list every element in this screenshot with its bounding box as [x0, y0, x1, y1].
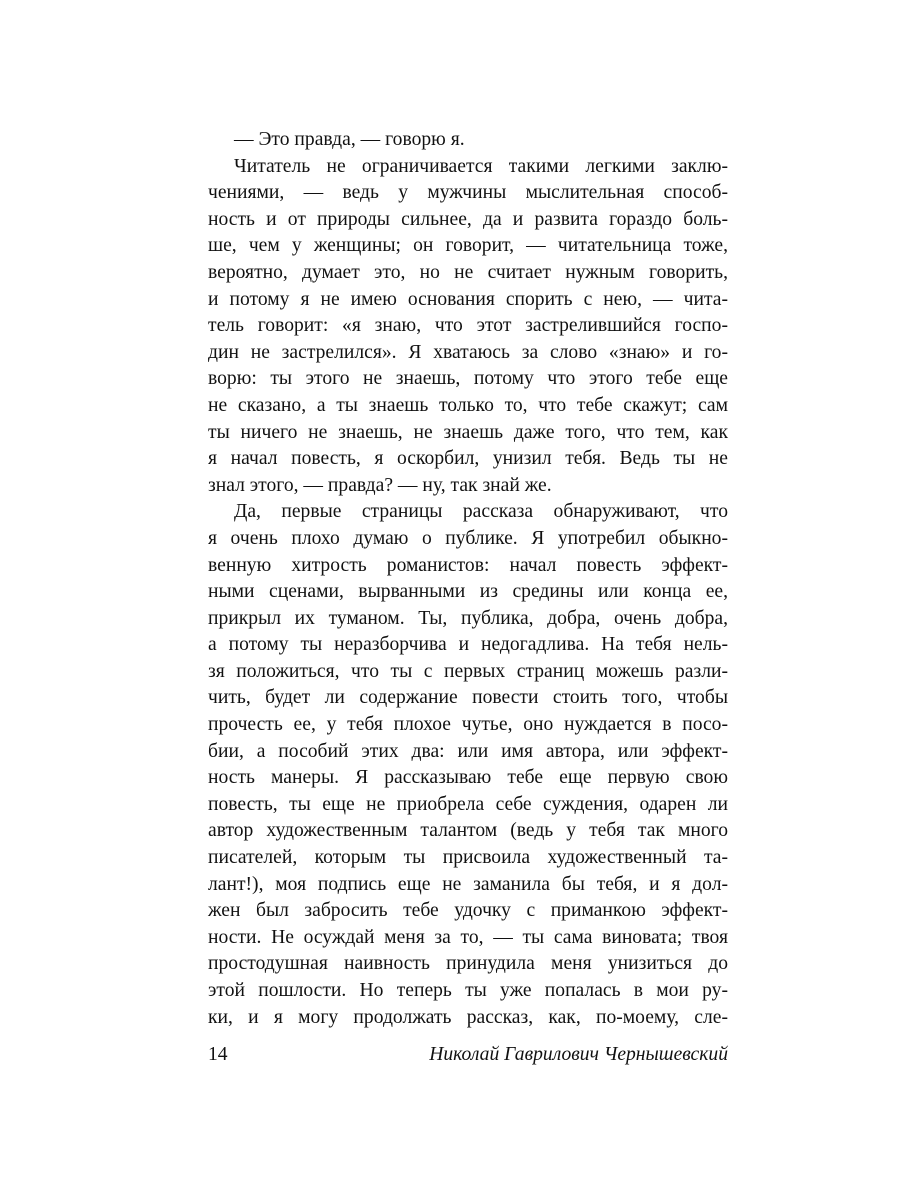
page-number: 14	[208, 1044, 228, 1065]
text-line: чениями, — ведь у мужчины мыслительная способ-	[208, 182, 728, 204]
text-line: ными сценами, вырванными из средины или конца ее,	[208, 581, 728, 603]
text-line: ность манеры. Я рассказываю тебе еще первую свою	[208, 767, 728, 789]
text-line: автор художественным талантом (ведь у тебя так много	[208, 820, 728, 842]
text-line: бии, а пособий этих два: или имя автора, или эффект-	[208, 740, 728, 762]
text-line: ты ничего не знаешь, не знаешь даже того, что тем, как	[208, 421, 728, 443]
text-line: — Это правда, — говорю я.	[234, 129, 465, 150]
text-line: ки, и я могу продолжать рассказ, как, по-моему, сле-	[208, 1006, 728, 1028]
text-line: чить, будет ли содержание повести стоить того, чтобы	[208, 687, 728, 709]
text-line: зя положиться, что ты с первых страниц можешь разли-	[208, 660, 728, 682]
text-line: ности. Не осуждай меня за то, — ты сама виновата; твоя	[208, 926, 728, 948]
text-line: Читатель не ограничивается такими легкими заклю-	[234, 155, 728, 177]
text-line: я начал повесть, я оскорбил, унизил тебя. Ведь ты не	[208, 448, 728, 470]
body-text	[208, 127, 728, 1031]
text-line: венную хитрость романистов: начал повесть эффект-	[208, 554, 728, 576]
text-line: не сказано, а ты знаешь только то, что тебе скажут; сам	[208, 394, 728, 416]
text-line: вероятно, думает это, но не считает нужным говорить,	[208, 261, 728, 283]
text-line: я очень плохо думаю о публике. Я употребил обыкно-	[208, 527, 728, 549]
text-line: лант!), моя подпись еще не заманила бы тебя, и я дол-	[208, 873, 728, 895]
text-line: повесть, ты еще не приобрела себе суждения, одарен ли	[208, 793, 728, 815]
text-line: Да, первые страницы рассказа обнаруживают, что	[234, 501, 728, 523]
text-line: простодушная наивность принудила меня унизиться до	[208, 953, 728, 975]
text-line: прочесть ее, у тебя плохое чутье, оно нуждается в посо-	[208, 714, 728, 736]
text-line: этой пошлости. Но теперь ты уже попалась в мои ру-	[208, 980, 728, 1001]
text-line: прикрыл их туманом. Ты, публика, добра, очень добра,	[208, 607, 728, 629]
text-line: ность и от природы сильнее, да и развита гораздо боль-	[208, 208, 728, 230]
text-line: и потому я не имею основания спорить с нею, — чита-	[208, 288, 728, 310]
running-head-author: Николай Гаврилович Чернышевский	[429, 1044, 728, 1065]
text-line: дин не застрелился». Я хватаюсь за слово «знаю» и го-	[208, 341, 728, 363]
page-footer	[208, 1040, 728, 1070]
text-line: тель говорит: «я знаю, что этот застрелившийся госпо-	[208, 315, 728, 337]
text-line: писателей, которым ты присвоила художественный та-	[208, 847, 728, 869]
text-line: ворю: ты этого не знаешь, потому что этого тебе еще	[208, 368, 728, 390]
text-line: жен был забросить тебе удочку с приманкою эффект-	[208, 900, 728, 922]
text-line: знал этого, — правда? — ну, так знай же.	[208, 474, 552, 496]
text-line: ше, чем у женщины; он говорит, — читательница тоже,	[208, 235, 728, 257]
text-line: а потому ты неразборчива и недогадлива. На тебя нель-	[208, 634, 728, 656]
